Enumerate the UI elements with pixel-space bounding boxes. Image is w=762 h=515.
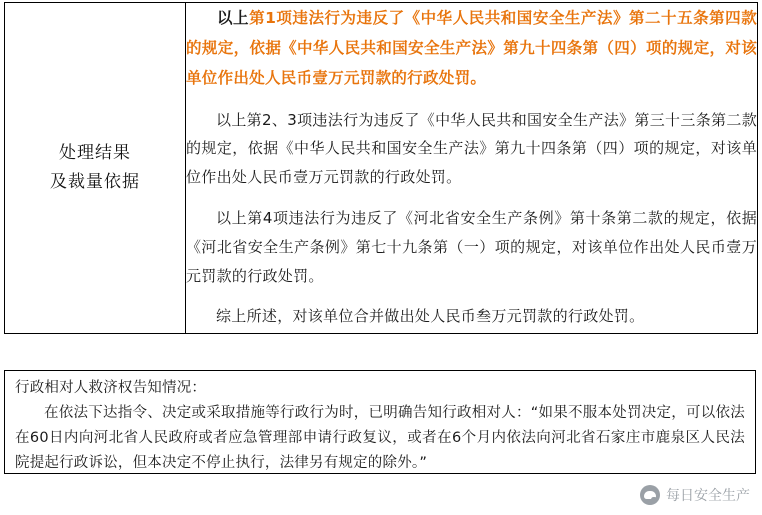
paragraph-1-lead: 以上: [217, 9, 250, 27]
wechat-account-label: 每日安全生产: [666, 488, 750, 504]
table-row: [5, 3, 758, 334]
row-label-line-2: 及裁量依据: [50, 172, 140, 193]
paragraph-4: 综上所述，对该单位合并做出处人民币叁万元罚款的行政处罚。: [216, 307, 645, 326]
wechat-account-badge: [640, 485, 750, 505]
row-label-cell: [5, 3, 186, 334]
paragraph-3: 以上第4项违法行为违反了《河北省安全生产条例》第十条第二款的规定，依据《河北省安全生产条例》第七十九条第（一）项的规定，对该单位作出处人民币壹万元罚款的行政处罚。: [186, 209, 757, 285]
paragraph-1: [186, 3, 757, 94]
paragraph-1-highlight: 第1项违法行为违反了《中华人民共和国安全生产法》第二十五条第四款的规定，依据《中华人民共和国安全生产法》第九十四条第（四）项的规定，对该单位作出处人民币壹万元罚款的行政处罚。: [186, 9, 757, 88]
notice-title: 行政相对人救济权告知情况：: [15, 380, 207, 396]
penalty-result-table: [4, 2, 758, 334]
row-content-cell: [186, 3, 758, 334]
paragraph-2: 以上第2、3项违法行为违反了《中华人民共和国安全生产法》第三十三条第二款的规定，依据《中华人民共和国安全生产法》第九十四条第（四）项的规定，对该单位作出处人民币壹万元罚款的行政处罚。: [186, 110, 757, 187]
row-label-line-1: 处理结果: [59, 143, 131, 164]
wechat-account-icon: [640, 485, 660, 505]
relief-rights-notice-box: [4, 370, 756, 474]
notice-body: 在依法下达指令、决定或采取措施等行政行为时，已明确告知行政相对人：“如果不服本处罚决定，可以依法在60日内向河北省人民政府或者应急管理部申请行政复议，或者在6个月内依法向河北省石家庄市鹿泉区人民法院提起行政诉讼，但本决定不停止执行，法律另有规定的除外。”: [15, 405, 745, 472]
